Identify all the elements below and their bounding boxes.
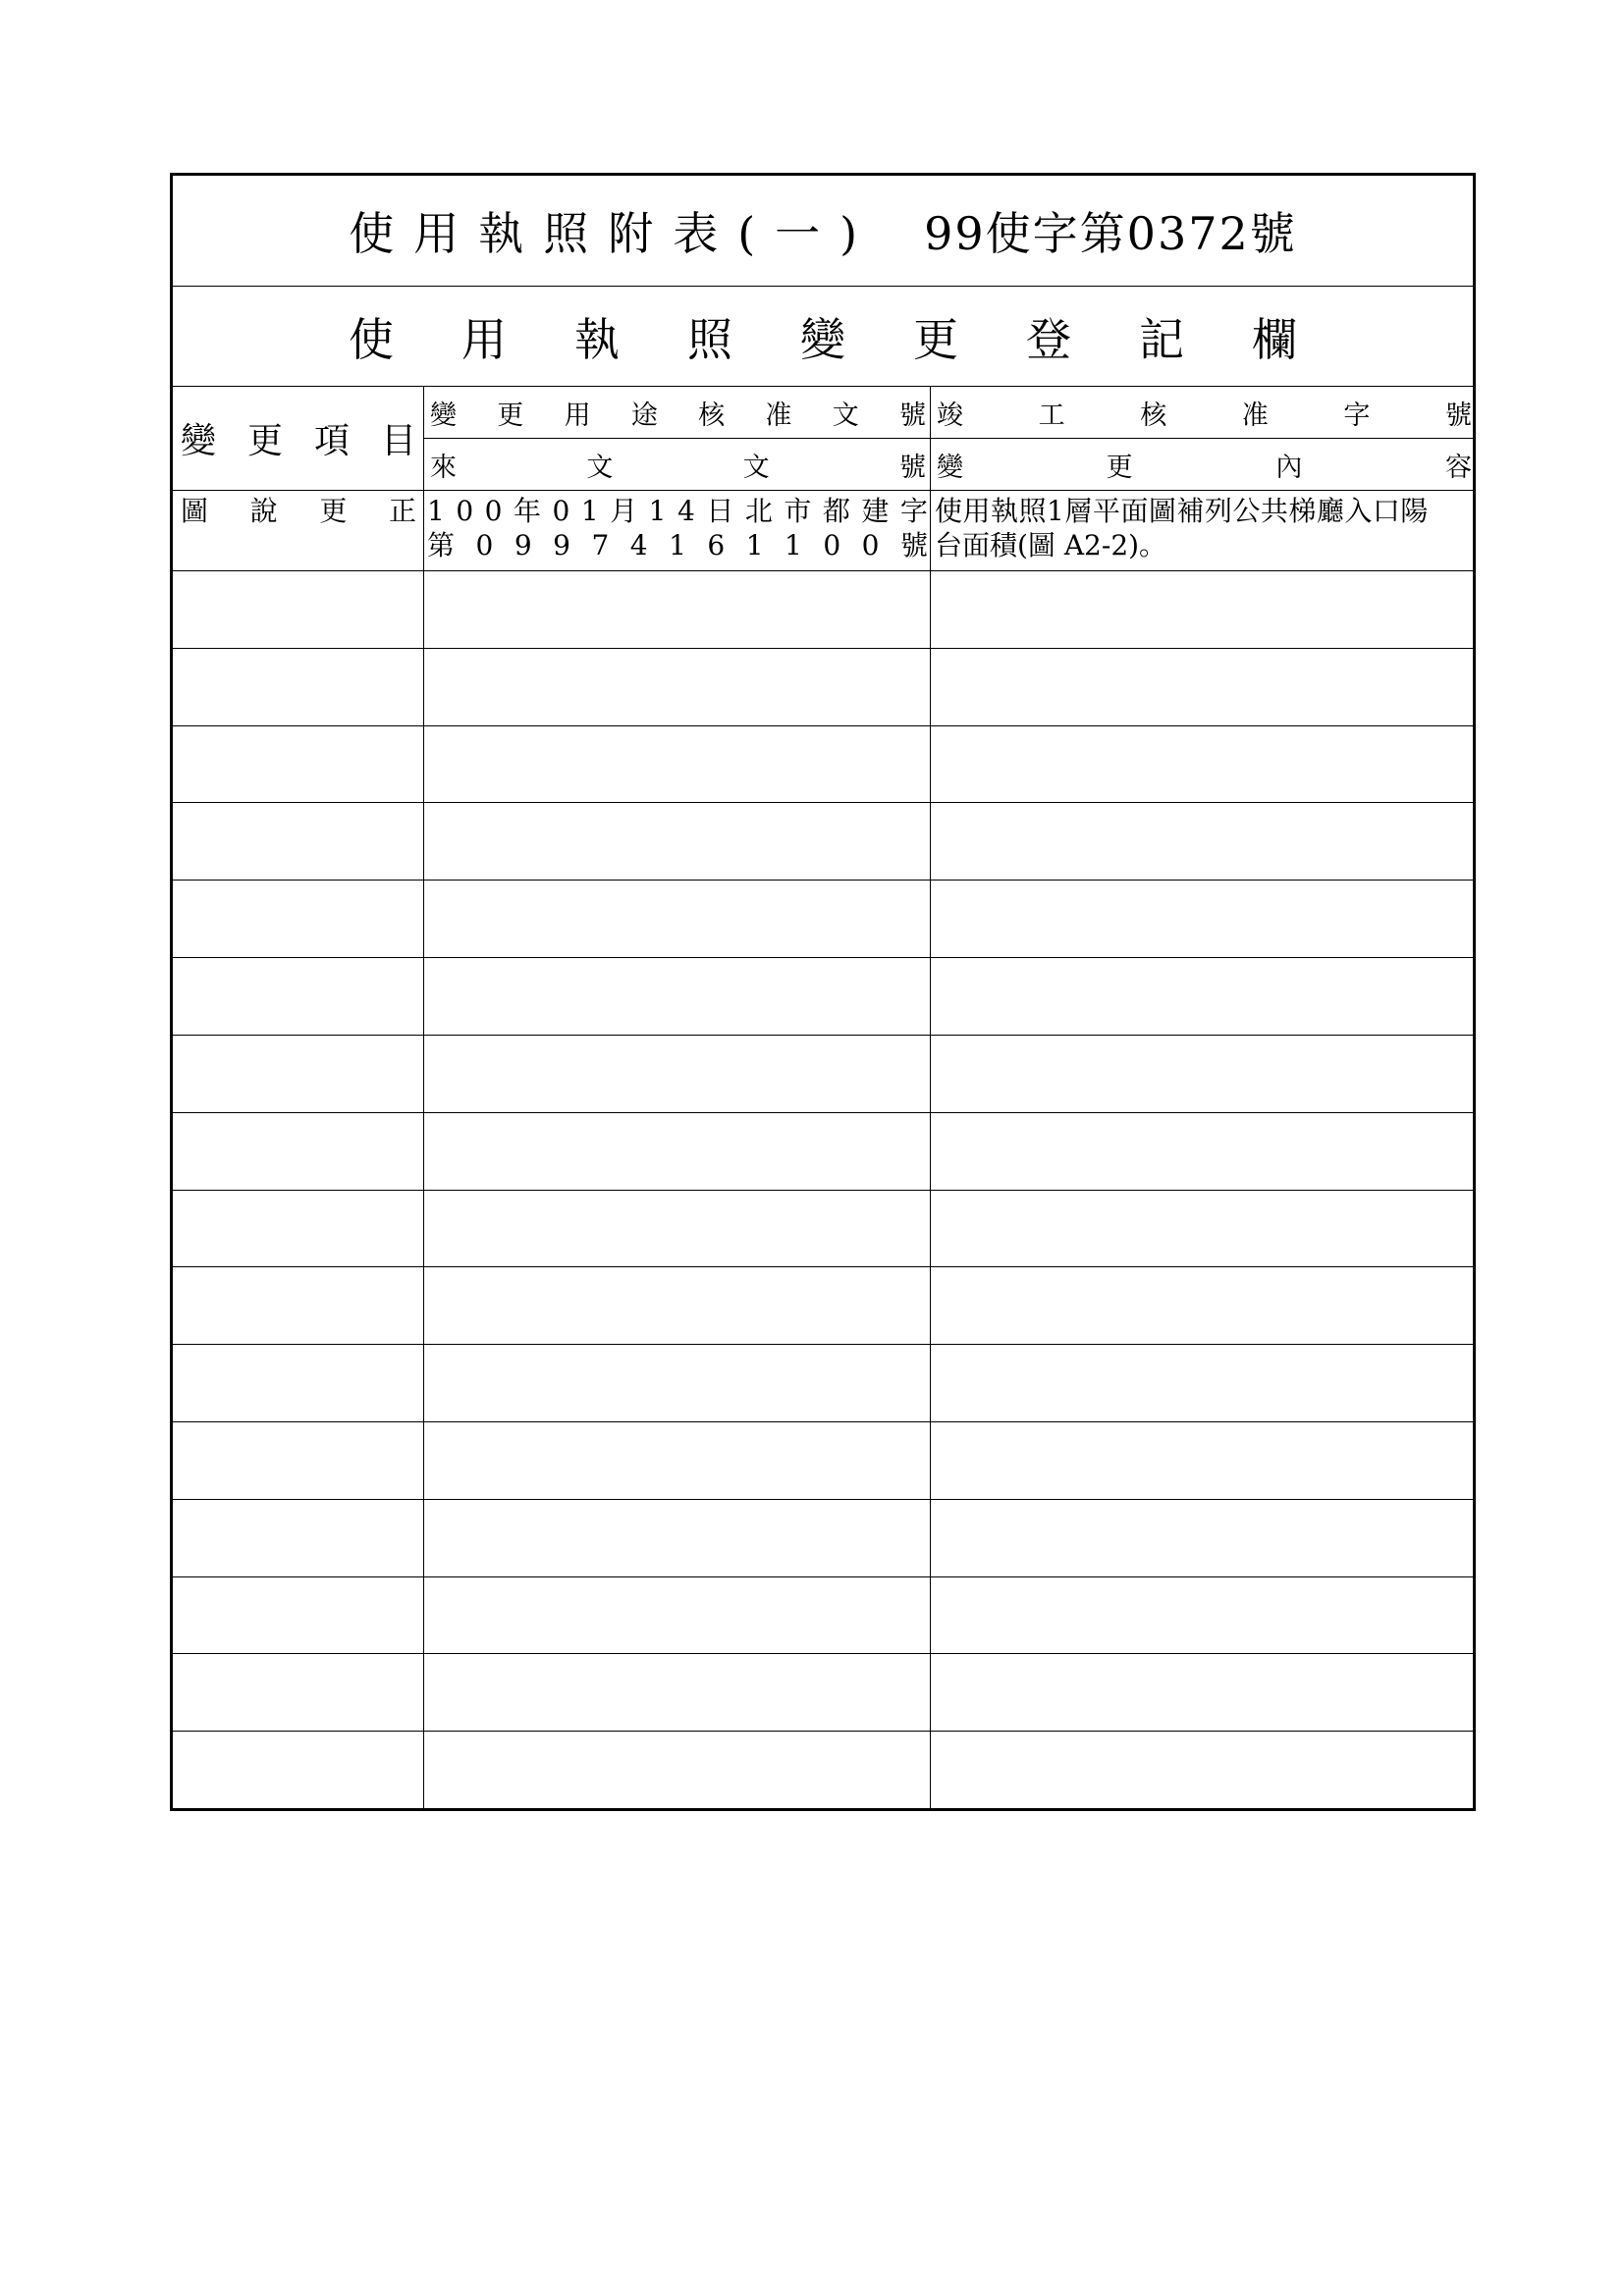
header-approval-char: 途 (630, 400, 658, 431)
entry-doc-char: 0 (475, 529, 494, 561)
entry-doc-char: 4 (677, 495, 695, 527)
entry-row-divider (173, 570, 1473, 571)
empty-row-divider (173, 1421, 1473, 1422)
entry-doc-char: 建 (861, 495, 890, 527)
column-divider (423, 387, 424, 1808)
register-title-char: 使 (349, 312, 394, 366)
empty-row-divider (173, 1344, 1473, 1345)
entry-item-char: 更 (319, 494, 348, 527)
entry-doc-char: 1 (669, 529, 686, 561)
entry-doc-char: 北 (744, 495, 773, 527)
header-completion-char: 工 (1038, 400, 1065, 431)
empty-row-divider (173, 1035, 1473, 1036)
entry-doc-char: 9 (514, 529, 532, 561)
entry-doc-char: 1 (580, 495, 599, 527)
usage-permit-change-form (170, 173, 1476, 1811)
header-incoming-char: 來 (430, 452, 457, 483)
header-approval-char: 更 (497, 400, 524, 431)
entry-doc-char: 1 (745, 529, 764, 561)
entry-doc-char: 1 (648, 495, 667, 527)
entry-doc-char: 都 (822, 495, 850, 527)
entry-content-line: 使用執照1層平面圖補列公共梯廳入口陽 (935, 495, 1429, 527)
entry-doc-char: 年 (513, 495, 541, 527)
header-content-char: 容 (1444, 452, 1472, 483)
entry-doc-char: 6 (707, 529, 726, 561)
header-completion-char: 竣 (937, 400, 963, 431)
entry-doc-char: 0 (456, 495, 474, 527)
header-completion-number (937, 387, 1472, 438)
entry-content-line: 台面積(圖 A2-2)。 (935, 529, 1167, 561)
empty-row-divider (173, 1112, 1473, 1113)
entry-doc-char: 0 (552, 495, 570, 527)
entry-doc-char: 0 (823, 529, 841, 561)
header-bottom-divider (173, 490, 1473, 491)
entry-item (181, 492, 416, 529)
empty-row-divider (173, 957, 1473, 958)
header-item-char: 項 (313, 421, 350, 461)
header-completion-char: 字 (1343, 400, 1371, 431)
entry-doc-char: 1 (427, 495, 445, 527)
entry-item-char: 說 (249, 494, 278, 527)
empty-row-divider (173, 1499, 1473, 1500)
empty-row-divider (173, 725, 1473, 726)
register-title-char: 照 (687, 312, 732, 366)
column-divider (930, 387, 931, 1808)
header-incoming-char: 文 (742, 452, 770, 483)
header-content-char: 更 (1106, 452, 1133, 483)
header-incoming-char: 文 (586, 452, 614, 483)
header-approval-char: 號 (898, 400, 926, 431)
register-title-char: 記 (1139, 312, 1184, 366)
register-title-char: 用 (461, 312, 507, 366)
header-item-char: 更 (246, 421, 283, 461)
entry-doc-char: 7 (591, 529, 610, 561)
register-title-char: 欄 (1252, 312, 1297, 366)
entry-doc-char: 1 (785, 529, 802, 561)
header-completion-char: 准 (1241, 400, 1269, 431)
register-title-row (173, 287, 1473, 387)
form-title: 使用執照附表(一) (349, 207, 878, 260)
entry-doc-char: 9 (553, 529, 570, 561)
header-incoming-number (430, 439, 926, 490)
entry-doc-char: 字 (899, 495, 928, 527)
empty-row-divider (173, 880, 1473, 881)
header-approval-number (430, 387, 926, 438)
register-title-char: 執 (574, 312, 620, 366)
header-content-char: 內 (1275, 452, 1303, 483)
entry-doc-char: 第 (427, 529, 456, 561)
header-item-char: 變 (181, 421, 217, 461)
header-change-item (181, 387, 416, 490)
empty-row-divider (173, 1266, 1473, 1267)
entry-doc-char: 日 (706, 495, 734, 527)
empty-row-divider (173, 802, 1473, 803)
entry-doc-char: 市 (784, 495, 812, 527)
form-title-row (173, 176, 1473, 287)
empty-row-divider (173, 1731, 1473, 1732)
register-title-char: 更 (913, 312, 958, 366)
header-item-char: 目 (380, 421, 416, 461)
header-approval-char: 用 (564, 400, 591, 431)
entry-doc-char: 4 (629, 529, 648, 561)
empty-row-divider (173, 648, 1473, 649)
header-approval-char: 變 (430, 400, 457, 431)
permit-number: 99使字第0372號 (924, 207, 1297, 260)
header-completion-char: 核 (1140, 400, 1167, 431)
register-title-char: 變 (800, 312, 845, 366)
register-title-char: 登 (1026, 312, 1071, 366)
empty-row-divider (173, 1576, 1473, 1577)
header-completion-char: 號 (1444, 400, 1472, 431)
header-content-char: 變 (937, 452, 963, 483)
header-approval-char: 准 (765, 400, 792, 431)
entry-item-char: 正 (388, 494, 416, 527)
header-incoming-char: 號 (898, 452, 926, 483)
entry-doc-char: 0 (861, 529, 880, 561)
header-change-content (937, 439, 1472, 490)
empty-row-divider (173, 1653, 1473, 1654)
header-approval-char: 核 (698, 400, 726, 431)
entry-doc-char: 號 (899, 529, 928, 561)
entry-doc-char: 月 (610, 495, 638, 527)
entry-document-number (427, 494, 928, 568)
entry-doc-char: 0 (484, 495, 503, 527)
header-approval-char: 文 (832, 400, 859, 431)
empty-row-divider (173, 1190, 1473, 1191)
entry-item-char: 圖 (181, 494, 209, 527)
entry-change-content (935, 494, 1476, 568)
